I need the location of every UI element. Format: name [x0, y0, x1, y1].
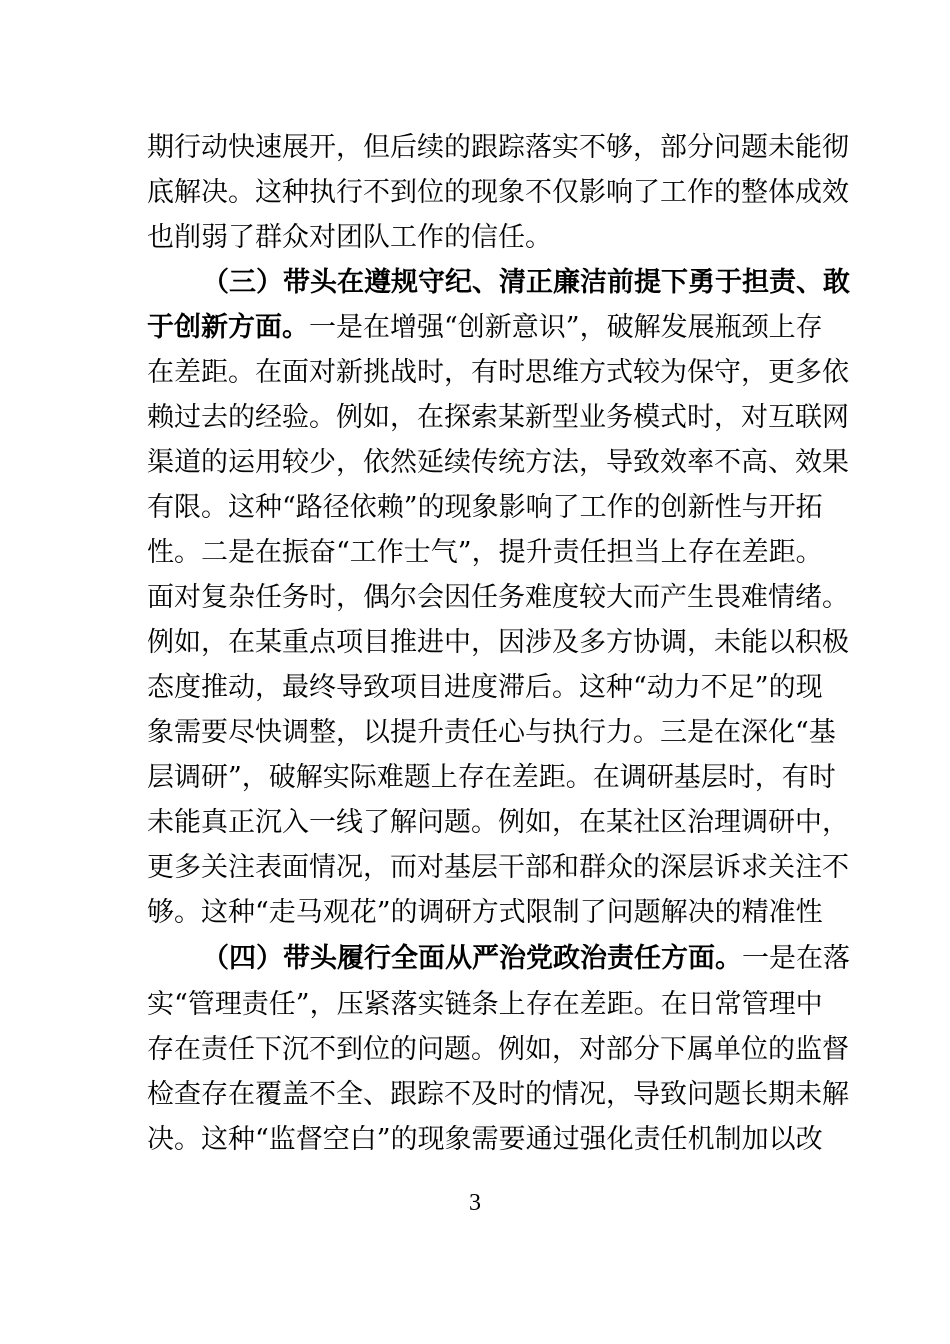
text-line — [147, 891, 823, 935]
text-segment: 决。这种“监督空白”的现象需要通过强化责任机制加以改 — [147, 1124, 823, 1155]
text-segment: 在差距。在面对新挑战时，有时思维方式较为保守，更多依 — [147, 357, 849, 388]
text-line — [147, 576, 849, 620]
text-line — [147, 441, 849, 485]
text-segment: 例如，在某重点项目推进中，因涉及多方协调，未能以积极 — [147, 627, 849, 658]
text-line — [147, 396, 849, 440]
text-segment: 也削弱了群众对团队工作的信任。 — [147, 222, 552, 253]
text-segment: 一是在落 — [742, 943, 850, 974]
text-line — [147, 1073, 849, 1117]
text-line — [147, 983, 823, 1027]
text-line — [147, 1118, 823, 1162]
text-line — [147, 351, 849, 395]
text-segment: 面对复杂任务时，偶尔会因任务难度较大而产生畏难情绪。 — [147, 582, 849, 613]
text-line — [147, 216, 807, 260]
bold-heading-segment: 于创新方面。 — [147, 312, 309, 343]
text-segment: 态度推动，最终导致项目进度滞后。这种“动力不足”的现 — [147, 672, 823, 703]
text-line — [202, 261, 850, 305]
text-segment: 渠道的运用较少，依然延续传统方法，导致效率不高、效果 — [147, 447, 849, 478]
text-segment: 底解决。这种执行不到位的现象不仅影响了工作的整体成效 — [147, 177, 849, 208]
text-line — [147, 486, 823, 530]
text-segment: 未能真正沉入一线了解问题。例如，在某社区治理调研中， — [147, 807, 849, 838]
text-line — [147, 1028, 849, 1072]
page-number: 3 — [469, 1190, 481, 1216]
text-segment: 象需要尽快调整，以提升责任心与执行力。三是在深化“基 — [147, 717, 836, 748]
text-segment: 性。二是在振奋“工作士气”，提升责任担当上存在差距。 — [147, 537, 823, 568]
text-line — [147, 846, 849, 890]
text-line — [147, 666, 823, 710]
text-segment: 实“管理责任”，压紧落实链条上存在差距。在日常管理中 — [147, 989, 823, 1020]
bold-heading-segment: （四）带头履行全面从严治党政治责任方面。 — [202, 943, 742, 974]
text-segment: 一是在增强“创新意识”，破解发展瓶颈上存 — [309, 312, 823, 343]
text-line — [147, 171, 849, 215]
text-line — [147, 756, 836, 800]
text-line — [147, 126, 849, 170]
text-line — [147, 711, 836, 755]
text-segment: 层调研”，破解实际难题上存在差距。在调研基层时，有时 — [147, 762, 836, 793]
text-segment: 检查存在覆盖不全、跟踪不及时的情况，导致问题长期未解 — [147, 1079, 849, 1110]
text-segment: 够。这种“走马观花”的调研方式限制了问题解决的精准性 — [147, 897, 823, 928]
text-segment: 期行动快速展开，但后续的跟踪落实不够，部分问题未能彻 — [147, 132, 849, 163]
text-segment: 有限。这种“路径依赖”的现象影响了工作的创新性与开拓 — [147, 492, 823, 523]
text-segment: 存在责任下沉不到位的问题。例如，对部分下属单位的监督 — [147, 1034, 849, 1065]
text-line — [147, 531, 823, 575]
text-line — [147, 306, 823, 350]
text-line — [147, 621, 849, 665]
bold-heading-segment: （三）带头在遵规守纪、清正廉洁前提下勇于担责、敢 — [202, 267, 850, 298]
text-segment: 更多关注表面情况，而对基层干部和群众的深层诉求关注不 — [147, 852, 849, 883]
text-segment: 赖过去的经验。例如，在探索某新型业务模式时，对互联网 — [147, 402, 849, 433]
text-line — [202, 937, 850, 981]
text-line — [147, 801, 849, 845]
